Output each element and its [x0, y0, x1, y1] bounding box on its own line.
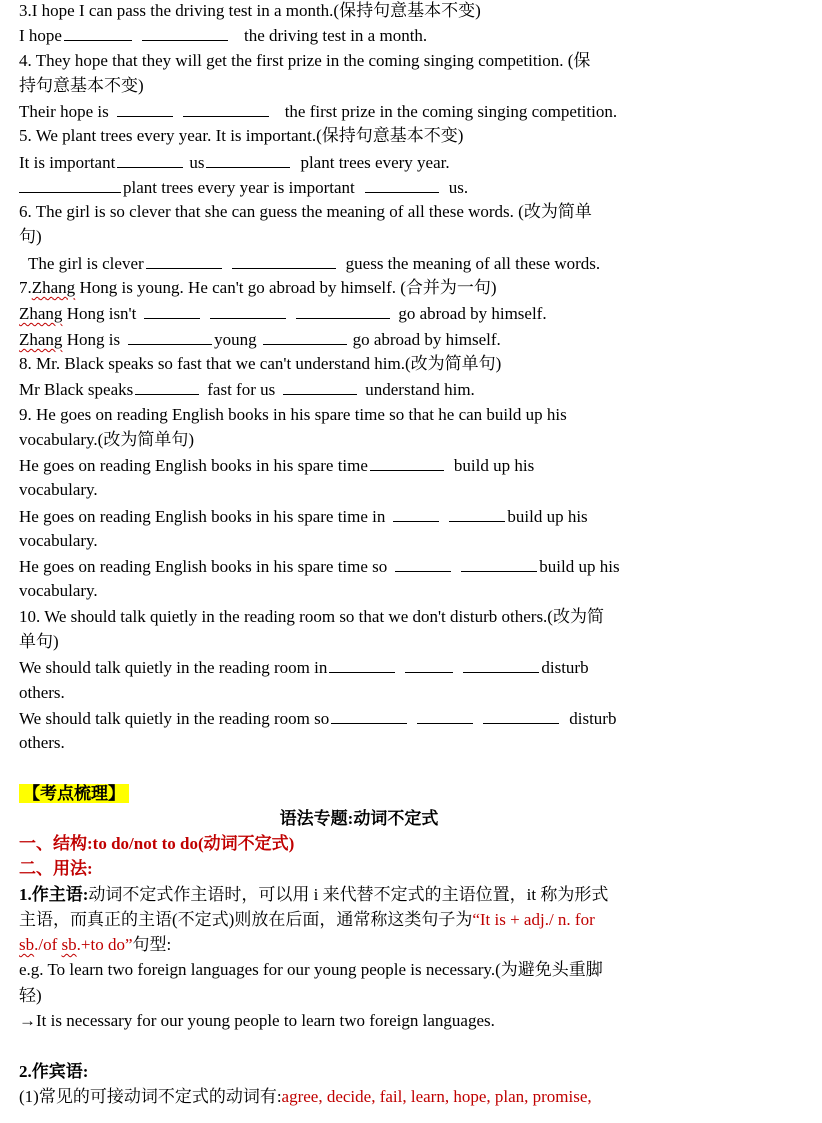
q7-blank-4[interactable]: [128, 328, 212, 345]
usage-heading: 二、用法:: [19, 859, 93, 878]
q7-answer-2: Zhang Hong is young go abroad by himself.: [19, 330, 501, 349]
q4-blank-1[interactable]: [117, 100, 173, 117]
q9-blank-1[interactable]: [370, 454, 444, 471]
q4-prompt: 4. They hope that they will get the first prize in the coming singing competition. (保: [19, 51, 591, 70]
q7-answer-1: Zhang Hong isn't go abroad by himself.: [19, 304, 547, 323]
example-sentence: e.g. To learn two foreign languages for our young people is necessary.(为避免头重脚: [19, 960, 603, 979]
q5-blank-3[interactable]: [19, 176, 121, 193]
q5-blank-1[interactable]: [117, 151, 183, 168]
q6-answer: The girl is clever guess the meaning of all these words.: [28, 254, 601, 273]
q9-answer-1: He goes on reading English books in his spare time build up his: [19, 456, 535, 475]
structure-heading: 一、结构:to do/not to do(动词不定式): [19, 834, 295, 853]
q10-prompt: 10. We should talk quietly in the reading room so that we don't disturb others.(改为简: [19, 607, 604, 626]
q10-answer-2-wrap: others.: [19, 733, 65, 752]
q7-blank-2[interactable]: [210, 302, 286, 319]
q9-blank-2[interactable]: [393, 505, 439, 522]
q9-answer-3: He goes on reading English books in his spare time so build up his: [19, 557, 620, 576]
example-rewrite: →It is necessary for our young people to learn two foreign languages.: [19, 1011, 495, 1030]
q10-blank-6[interactable]: [483, 707, 559, 724]
q7-blank-1[interactable]: [144, 302, 200, 319]
section-tag: 【考点梳理】: [19, 783, 129, 805]
q7-prompt: 7.Zhang Hong is young. He can't go abroad by himself. (合并为一句): [19, 278, 497, 297]
q5-answer-1: It is important us plant trees every year.: [19, 153, 450, 172]
q6-blank-2[interactable]: [232, 252, 336, 269]
q10-answer-1-wrap: others.: [19, 683, 65, 702]
q5-answer-2: plant trees every year is important us.: [19, 176, 468, 198]
q6-blank-1[interactable]: [146, 252, 222, 269]
q6-prompt-cont: 句): [19, 227, 42, 246]
q10-blank-3[interactable]: [463, 656, 539, 673]
q4-prompt-cont: 持句意基本不变): [19, 76, 144, 95]
q10-answer-1: We should talk quietly in the reading room in disturb: [19, 658, 589, 677]
q9-blank-4[interactable]: [395, 555, 451, 572]
q9-answer-2: He goes on reading English books in his spare time in build up his: [19, 507, 588, 526]
q3-prompt: 3.I hope I can pass the driving test in a month.(保持句意基本不变): [19, 1, 481, 20]
q10-blank-4[interactable]: [331, 707, 407, 724]
section-title: 语法专题:动词不定式: [279, 809, 439, 828]
q10-answer-2: We should talk quietly in the reading room so disturb: [19, 709, 617, 728]
q8-blank-1[interactable]: [135, 378, 199, 395]
usage1-line2: 主语，而真正的主语(不定式)则放在后面，通常称这类句子为“It is + adj./ n. for: [19, 910, 595, 929]
q9-answer-2-wrap: vocabulary.: [19, 531, 98, 550]
q10-prompt-cont: 单句): [19, 632, 59, 651]
q9-answer-1-wrap: vocabulary.: [19, 480, 98, 499]
q10-blank-1[interactable]: [329, 656, 395, 673]
q8-answer: Mr Black speaks fast for us understand him.: [19, 380, 475, 399]
q5-blank-4[interactable]: [365, 176, 439, 193]
q3-blank-1[interactable]: [64, 24, 132, 41]
usage2-line1: (1)常见的可接动词不定式的动词有:agree, decide, fail, learn, hope, plan, promise,: [19, 1087, 592, 1106]
q10-blank-2[interactable]: [405, 656, 453, 673]
q8-prompt: 8. Mr. Black speaks so fast that we can't understand him.(改为简单句): [19, 354, 502, 373]
q5-blank-2[interactable]: [206, 151, 290, 168]
example-sentence-cont: 轻): [19, 986, 42, 1005]
q7-blank-5[interactable]: [263, 328, 347, 345]
q9-answer-3-wrap: vocabulary.: [19, 581, 98, 600]
q9-blank-3[interactable]: [449, 505, 505, 522]
q8-blank-2[interactable]: [283, 378, 357, 395]
usage1-line1: 1.作主语:动词不定式作主语时，可以用 i 来代替不定式的主语位置，it 称为形式: [19, 885, 609, 904]
usage2-heading: 2.作宾语:: [19, 1062, 89, 1081]
q9-prompt-cont: vocabulary.(改为简单句): [19, 430, 194, 449]
q7-blank-3[interactable]: [296, 302, 390, 319]
q4-blank-2[interactable]: [183, 100, 269, 117]
q9-prompt: 9. He goes on reading English books in his spare time so that he can build up his: [19, 405, 567, 424]
q10-blank-5[interactable]: [417, 707, 473, 724]
q3-answer: I hope the driving test in a month.: [19, 26, 428, 45]
q5-prompt: 5. We plant trees every year. It is important.(保持句意基本不变): [19, 126, 464, 145]
q9-blank-5[interactable]: [461, 555, 537, 572]
q3-blank-2[interactable]: [142, 24, 228, 41]
usage1-line3: sb./of sb.+to do”句型:: [19, 935, 172, 954]
q6-prompt: 6. The girl is so clever that she can guess the meaning of all these words. (改为简单: [19, 202, 592, 221]
q4-answer: Their hope is the first prize in the coming singing competition.: [19, 102, 618, 121]
